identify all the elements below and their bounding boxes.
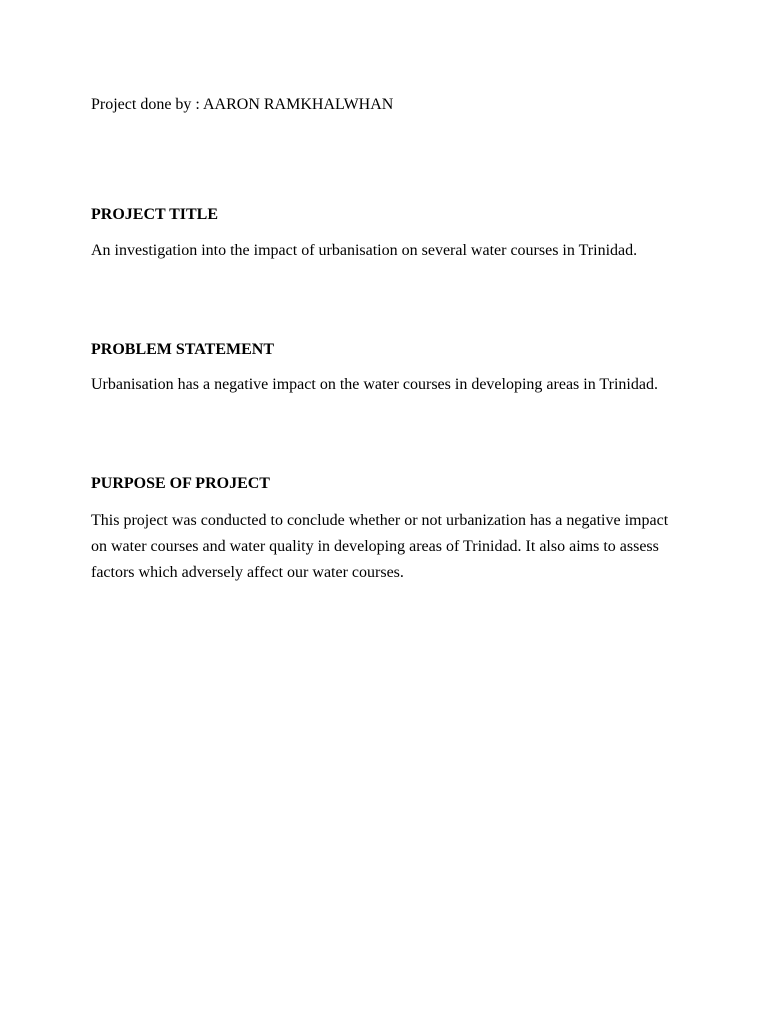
project-title-text: An investigation into the impact of urbanisation on several water courses in Trinidad. [91, 242, 638, 259]
purpose-text: This project was conducted to conclude whether or not urbanization has a negative impact on water courses and water quality in developing areas of Trinidad. It also aims to assess factors which adversely affect our water courses. [91, 512, 669, 581]
purpose-heading: PURPOSE OF PROJECT [91, 475, 270, 492]
problem-statement-text: Urbanisation has a negative impact on the water courses in developing areas in Trinidad. [91, 376, 658, 393]
project-title-heading: PROJECT TITLE [91, 206, 219, 223]
problem-statement-heading: PROBLEM STATEMENT [91, 341, 274, 358]
author-byline: Project done by : AARON RAMKHALWHAN [91, 96, 394, 113]
